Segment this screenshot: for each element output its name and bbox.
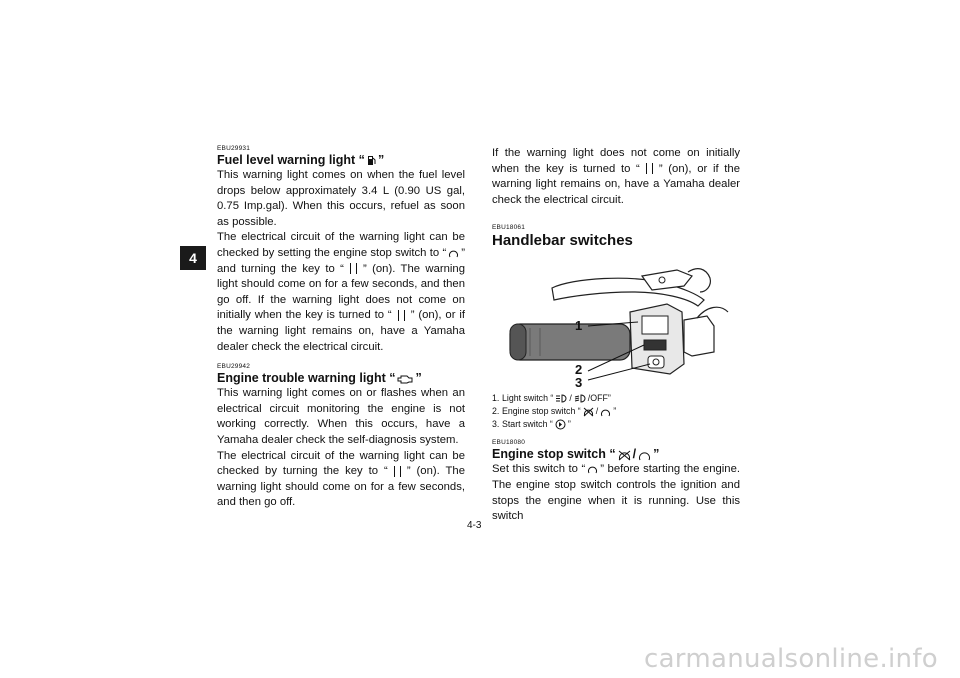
page-number: 4-3 <box>467 520 482 531</box>
key-on-icon <box>646 163 653 174</box>
engine-run-icon <box>600 407 611 417</box>
start-icon <box>555 419 566 430</box>
fuel-paragraph-2: The electrical circuit of the warning light can be checked by setting the engine stop switch to “ ” and turning the key to “ ” (on). The warning light should come on for a few seconds, and then go off. If the warning light does not come on initially when the key is turned to “ ” (on), or if the warning light remains on, have a Yamaha dealer check the electrical circuit. <box>217 231 465 353</box>
callout-3: 3 <box>575 375 583 391</box>
engine-warning-heading: Engine trouble warning light “ ” <box>217 371 422 386</box>
watermark: carmanualsonline.info <box>643 644 938 674</box>
engine-stop-icon <box>583 407 594 417</box>
figure-captions <box>492 392 740 431</box>
handlebar-heading: Handlebar switches <box>492 232 633 250</box>
engine-stop-section-code: EBU18080 <box>492 439 526 447</box>
engine-stop-icon <box>618 450 631 461</box>
callout-1: 1 <box>575 318 583 334</box>
section-tab: 4 <box>180 246 206 270</box>
warning-continued-paragraph: If the warning light does not come on initially when the key is turned to “ ” (on), or if the warning light remains on, have a Yamaha dealer check the electrical circuit. <box>492 147 740 206</box>
engine-run-icon <box>448 248 459 258</box>
callout-2: 2 <box>575 362 583 378</box>
fuel-section-code: EBU29931 <box>217 145 251 152</box>
engine-paragraph-2: The electrical circuit of the warning light can be checked by turning the key to “ ” (on). The warning light should come on for a few seconds, and then go off. <box>217 449 465 509</box>
key-on-icon <box>398 310 405 321</box>
engine-paragraph-1: This warning light comes on or flashes when an electrical circuit monitoring the engine is not working correctly. When this occurs, have a Yamaha dealer check the self-diagnosis system. <box>217 387 465 446</box>
fuel-pump-icon <box>367 155 376 166</box>
engine-trouble-icon <box>397 374 413 384</box>
key-on-icon <box>350 263 357 274</box>
engine-stop-paragraph: Set this switch to “ ” before starting the engine. The engine stop switch controls the ignition and stops the engine when it is running. Use this switch <box>492 463 740 523</box>
low-beam-icon <box>574 394 586 403</box>
high-beam-icon <box>555 394 567 403</box>
engine-stop-heading: Engine stop switch “ / ” <box>492 447 660 462</box>
engine-section-code: EBU29942 <box>217 363 251 371</box>
fuel-warning-heading: Fuel level warning light “ ” <box>217 153 385 167</box>
fuel-paragraph-1: This warning light comes on when the fuel level drops below approximately 3.4 L (0.90 US gal, 0.75 Imp.gal). When this occurs, refuel as soon as possible. <box>217 169 465 228</box>
handlebar-illustration <box>492 256 740 386</box>
caption-item: 1. Light switch “ / /OFF” <box>492 393 611 404</box>
handlebar-section-code: EBU18061 <box>492 224 526 232</box>
engine-run-icon <box>587 464 598 474</box>
handlebar-figure <box>492 256 740 391</box>
right-column <box>492 146 740 525</box>
engine-run-icon <box>638 450 651 461</box>
caption-item: 3. Start switch “ ” <box>492 419 571 430</box>
key-on-icon <box>394 466 401 477</box>
caption-item: 2. Engine stop switch “ / ” <box>492 406 617 417</box>
left-column <box>217 145 465 511</box>
